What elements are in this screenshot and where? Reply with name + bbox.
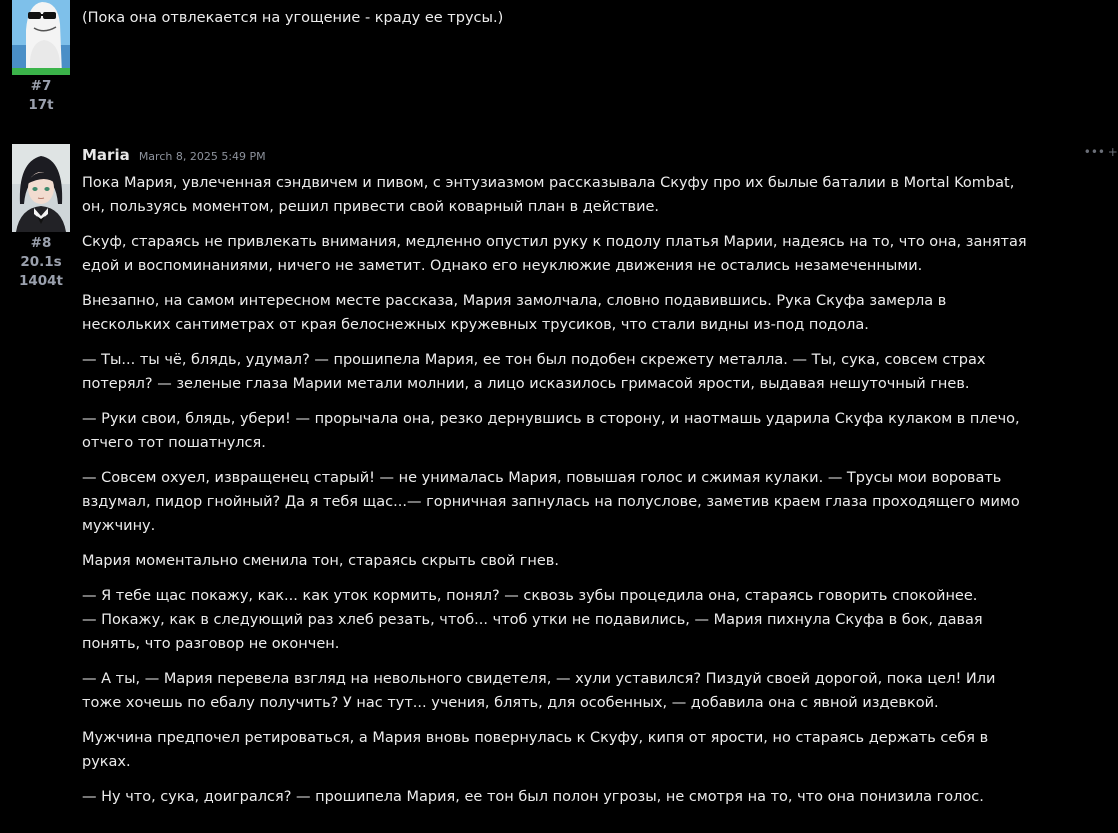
text-line: мужчину.	[82, 518, 156, 534]
text-line: — Руки свои, блядь, убери! — прорычала она, резко дернувшись в сторону, и наотмашь ударила Скуфа кулаком в плечо,	[82, 411, 1020, 427]
post-meta	[0, 234, 82, 291]
plus-icon[interactable]: +	[1107, 145, 1118, 159]
text-line: потерял? — зеленые глаза Марии метали молнии, а лицо исказилось гримасой ярости, выдавая нешуточный гнев.	[82, 376, 970, 392]
message-paragraph	[82, 667, 1102, 715]
text-line: Мужчина предпочел ретироваться, а Мария вновь повернулась к Скуфу, кипя от ярости, но стараясь держать себя в	[82, 730, 989, 746]
text-line: Скуф, стараясь не привлекать внимания, медленно опустил руку к подолу платья Марии, надеясь на то, что она, занятая	[82, 234, 1027, 250]
text-line: — А ты, — Мария перевела взгляд на невольного свидетеля, — хули уставился? Пиздуй своей дорогой, пока цел! Или	[82, 671, 996, 687]
post-meta	[0, 77, 82, 115]
text-line: Пока Мария, увлеченная сэндвичем и пивом, с энтузиазмом рассказывала Скуфу про их былые баталии в Mortal Kombat,	[82, 175, 1015, 191]
avatar-image	[12, 144, 70, 232]
post-date[interactable]: March 8, 2025 5:49 PM	[138, 150, 266, 163]
ellipsis-icon: •••	[1083, 145, 1105, 159]
token-count: 17t	[28, 97, 54, 113]
text-line: едой и воспоминаниями, ничего не заметит. Однако его неуклюжие движения не остались незамеченными.	[82, 258, 923, 274]
text-line: тоже хочешь по ебалу получить? У нас тут... учения, блять, для особенных, — добавила она с явной издевкой.	[82, 695, 939, 711]
text-line: — Ну что, сука, доигрался? — прошипела Мария, ее тон был полон угрозы, не смотря на то, что она понизила голос.	[82, 789, 984, 805]
text-line: — Ты... ты чё, блядь, удумал? — прошипела Мария, ее тон был подобен скрежету металла. — Ты, сука, совсем страх	[82, 352, 986, 368]
avatar[interactable]	[12, 144, 70, 232]
more-options-button[interactable]	[1083, 145, 1118, 159]
generation-time: 20.1s	[20, 254, 62, 270]
message-paragraph	[82, 466, 1102, 538]
message-paragraph	[82, 726, 1102, 774]
message-paragraph	[82, 785, 1102, 809]
text-line: — Я тебе щас покажу, как... как уток кормить, понял? — сквозь зубы процедила она, стараясь говорить спокойнее.	[82, 588, 978, 604]
text-line: он, пользуясь моментом, решил привести свой коварный план в действие.	[82, 199, 660, 215]
message-paragraph	[82, 6, 1102, 30]
post-number[interactable]: #8	[30, 235, 52, 251]
message-paragraph	[82, 289, 1102, 337]
text-line: (Пока она отвлекается на угощение - краду ее трусы.)	[82, 10, 504, 26]
message-paragraph	[82, 230, 1102, 278]
message-body	[82, 6, 1102, 41]
text-line: — Совсем охуел, извращенец старый! — не унималась Мария, повышая голос и сжимая кулаки. — Трусы мои воровать	[82, 470, 1002, 486]
text-line: вздумал, пидор гнойный? Да я тебя щас...— горничная запнулась на полуслове, заметив краем глаза проходящего мимо	[82, 494, 1020, 510]
text-line: отчего тот пошатнулся.	[82, 435, 266, 451]
avatar-image	[12, 0, 70, 75]
message-paragraph	[82, 348, 1102, 396]
post-header	[82, 145, 266, 165]
message-paragraph	[82, 407, 1102, 455]
author-name[interactable]: Maria	[82, 146, 130, 164]
post-number[interactable]: #7	[30, 78, 52, 94]
text-line: — Покажу, как в следующий раз хлеб резать, чтоб... чтоб утки не подавились, — Мария пихнула Скуфа в бок, давая	[82, 612, 983, 628]
message-paragraph	[82, 549, 1102, 573]
text-line: понять, что разговор не окончен.	[82, 636, 340, 652]
text-line: Внезапно, на самом интересном месте рассказа, Мария замолчала, словно подавившись. Рука Скуфа замерла в	[82, 293, 947, 309]
avatar[interactable]	[12, 0, 70, 75]
text-line: Мария моментально сменила тон, стараясь скрыть свой гнев.	[82, 553, 559, 569]
message-paragraph	[82, 171, 1102, 219]
message-paragraph	[82, 584, 1102, 656]
message-body	[82, 171, 1102, 820]
token-count: 1404t	[18, 273, 64, 289]
message-post	[0, 0, 1112, 113]
text-line: нескольких сантиметрах от края белоснежных кружевных трусиков, что стали видны из-под подола.	[82, 317, 869, 333]
text-line: руках.	[82, 754, 131, 770]
message-post	[0, 143, 1118, 833]
